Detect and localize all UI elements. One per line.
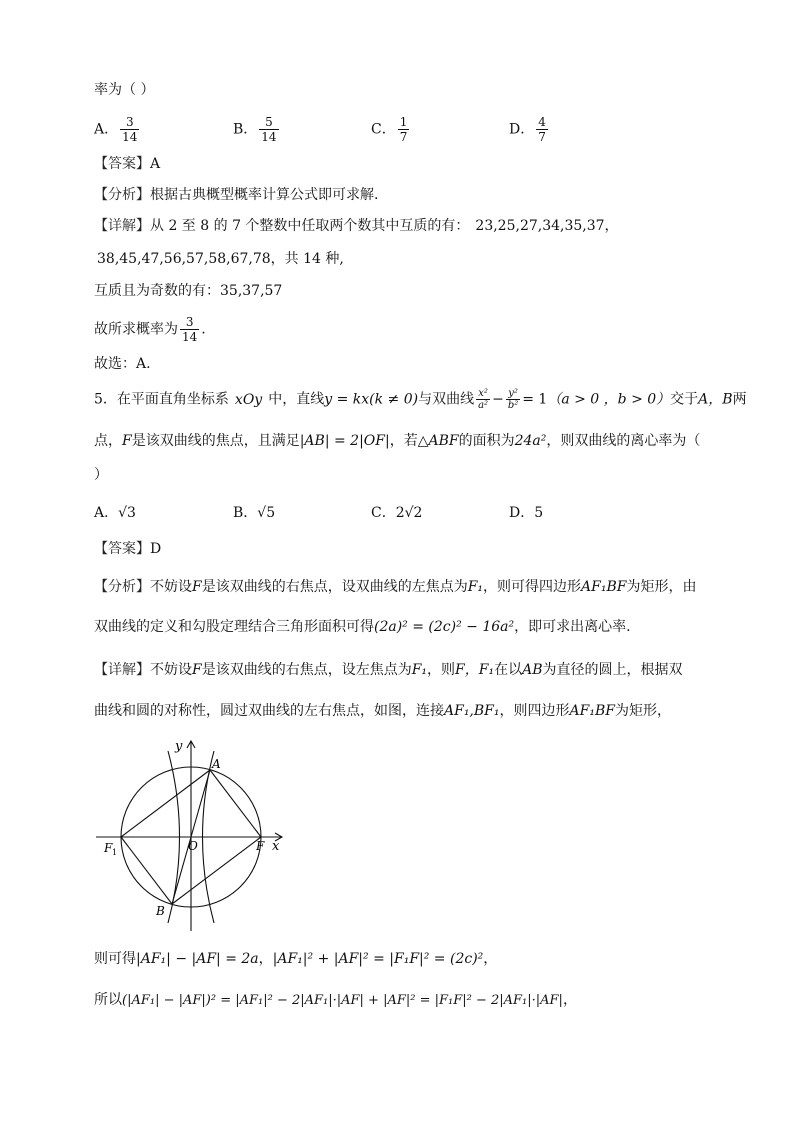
analysis-text: 不妨设 xyxy=(150,579,192,595)
segment-af1 xyxy=(121,770,210,837)
segment-ab: AB xyxy=(522,662,543,678)
prob-fraction: $\frac{3}{14}$ xyxy=(182,315,198,344)
separator: ， xyxy=(562,992,577,1008)
q5-text: 的面积为 xyxy=(458,433,515,449)
label-y: y xyxy=(175,739,183,754)
q5-line-3: ） xyxy=(94,467,108,483)
prev-option-d xyxy=(509,115,550,144)
prev-detail-line-2: 38,45,47,56,57,58,67,78，共 14 种, xyxy=(97,251,344,267)
question-number: 5． xyxy=(94,391,117,408)
prev-answer xyxy=(94,154,160,174)
q5-option-b: B．√5 xyxy=(233,505,276,521)
label-f: F xyxy=(256,839,265,853)
focus-f1: F₁ xyxy=(411,662,428,678)
line-equation: y = kx(k ≠ 0) xyxy=(324,391,419,408)
option-fraction: $\frac{1}{7}$ xyxy=(399,115,408,144)
pairs-list: 23,25,27,34,35,37， xyxy=(475,218,619,234)
q5-analysis-line-2 xyxy=(94,617,631,637)
prev-analysis xyxy=(94,185,378,205)
analysis-text: 根据古典概型概率计算公式即可求解. xyxy=(150,187,379,203)
prev-option-a xyxy=(94,115,141,144)
focus-f: F xyxy=(192,662,202,678)
prev-odd-line xyxy=(94,281,282,301)
q5-eq-line-1 xyxy=(94,949,497,969)
q5-analysis-line-1 xyxy=(94,577,697,597)
q5-answer xyxy=(94,539,161,559)
segment-bf xyxy=(172,837,261,904)
xoy: xOy xyxy=(234,391,263,408)
analysis-text: 是该双曲线的右焦点，设双曲线的左焦点为 xyxy=(201,579,468,595)
detail-text: 在以 xyxy=(494,662,523,678)
focus-f: F xyxy=(122,433,132,449)
triangle-abf: △ABF xyxy=(417,433,459,449)
q5-option-d: D．5 xyxy=(509,505,544,521)
hyp-y-frac: $\frac{\text{y²}}{\text{b²}}$ xyxy=(507,388,519,411)
q5-detail-line-1 xyxy=(94,660,683,680)
detail-text: 所以 xyxy=(94,992,122,1008)
detail-tag: 【详解】 xyxy=(94,662,150,678)
detail-text: 曲线和圆的对称性，圆过双曲线的左右焦点，如图，连接 xyxy=(94,703,444,719)
detail-tag: 【详解】 xyxy=(94,218,150,234)
prev-question-tail: 率为（ ） xyxy=(94,82,155,98)
focus-f: F xyxy=(192,579,202,595)
equation-2: |AF₁|² + |AF|² = |F₁F|² = (2c)² xyxy=(272,951,484,967)
label-o: O xyxy=(188,839,198,853)
q5-text: 在平面直角坐标系 xyxy=(116,391,229,408)
q5-option-a: A．√3 xyxy=(94,505,136,521)
detail-text: 是该双曲线的右焦点，设左焦点为 xyxy=(201,662,412,678)
option-letter: C． xyxy=(371,121,396,138)
prev-option-b xyxy=(233,115,281,144)
option-fraction: $\frac{3}{14}$ xyxy=(122,115,138,144)
q5-eq-line-2 xyxy=(94,990,577,1011)
option-letter: A． xyxy=(94,121,119,138)
q5-text: 中，直线 xyxy=(268,391,325,408)
detail-text: 不妨设 xyxy=(150,662,192,678)
odd-text: 互质且为奇数的有： xyxy=(94,283,220,299)
q5-text: 两 xyxy=(732,391,747,408)
points-ab: A，B xyxy=(698,391,733,408)
q5-text: ，若 xyxy=(389,433,418,449)
prev-prob-line: 故所求概率为 $\frac{3}{14}$ . xyxy=(94,315,206,344)
option-fraction: $\frac{4}{7}$ xyxy=(538,115,546,144)
q5-text: 交于 xyxy=(670,391,699,408)
condition: （a > 0 ，b > 0） xyxy=(547,391,671,408)
label-f1-sub: 1 xyxy=(112,848,118,857)
prev-detail-line-1 xyxy=(94,216,619,236)
label-a: A xyxy=(212,757,221,771)
q5-line-2 xyxy=(94,431,700,451)
foci: F，F₁ xyxy=(455,662,495,678)
q5-text: 点， xyxy=(94,433,122,449)
analysis-text: 双曲线的定义和勾股定理结合三角形面积可得 xyxy=(94,619,374,635)
prev-choose: 故选：A. xyxy=(94,356,151,372)
separator: ， xyxy=(483,951,498,967)
segment-f1b xyxy=(121,837,172,904)
detail-text: 为直径的圆上，根据双 xyxy=(542,662,683,678)
q5-detail-line-2 xyxy=(94,701,671,721)
analysis-text: ，即可求出离心率. xyxy=(514,619,631,635)
segment-fa xyxy=(210,770,261,837)
analysis-tag: 【分析】 xyxy=(94,579,150,595)
prob-text: 故所求概率为 xyxy=(94,321,178,338)
option-letter: D． xyxy=(509,121,535,138)
abs-equation: |AB| = 2|OF| xyxy=(299,433,390,449)
detail-text: ，则 xyxy=(427,662,456,678)
analysis-equation: (2a)² = (2c)² − 16a² xyxy=(374,619,515,635)
detail-text: 为矩形， xyxy=(614,703,671,719)
separator: ， xyxy=(258,951,273,967)
answer-value: A xyxy=(150,156,161,172)
hyperbola-circle-figure xyxy=(94,733,294,933)
detail-text: 从 2 至 8 的 7 个整数中任取两个数其中互质的有： xyxy=(150,218,470,234)
detail-text: ，则四边形 xyxy=(499,703,570,719)
focus-f1: F₁ xyxy=(467,579,484,595)
equation-1: |AF₁| − |AF| = 2a xyxy=(136,951,259,967)
label-b: B xyxy=(156,904,165,918)
quadrilateral: AF₁BF xyxy=(569,703,615,719)
label-x: x xyxy=(272,839,280,854)
q5-text: 与双曲线 xyxy=(418,391,475,408)
q5-line-1: 5．在平面直角坐标系 xOy 中，直线y = kx(k ≠ 0)与双曲线 $\frac{\text{x²}}{\text{a²}}$ − $\frac{\text{y²}}{\text{b²}}$ = 1（a > 0 ，b > 0）交于A，B两 xyxy=(94,388,747,411)
q5-option-c: C．2√2 xyxy=(371,505,423,521)
answer-tag: 【答案】 xyxy=(94,156,150,172)
answer-tag: 【答案】 xyxy=(94,541,150,557)
quadrilateral: AF₁BF xyxy=(581,579,627,595)
eq-one: = 1 xyxy=(522,391,548,408)
connected-segments: AF₁,BF₁ xyxy=(444,703,500,719)
prev-option-c xyxy=(371,115,411,144)
analysis-tag: 【分析】 xyxy=(94,187,150,203)
answer-value: D xyxy=(150,541,162,557)
analysis-text: ，则可得四边形 xyxy=(483,579,582,595)
q5-text: ，则双曲线的离心率为（ xyxy=(546,433,701,449)
equation-3: (|AF₁| − |AF|)² = |AF₁|² − 2|AF₁|·|AF| + |AF|² = |F₁F|² − 2|AF₁|·|AF| xyxy=(122,993,563,1008)
hyp-x-frac: $\frac{\text{x²}}{\text{a²}}$ xyxy=(478,388,489,411)
option-letter: B． xyxy=(233,121,258,138)
option-fraction: $\frac{5}{14}$ xyxy=(261,115,277,144)
detail-text: 则可得 xyxy=(94,951,136,967)
q5-text: 是该双曲线的焦点，且满足 xyxy=(131,433,300,449)
label-f1: F xyxy=(104,841,113,855)
analysis-text: 为矩形，由 xyxy=(626,579,697,595)
area-value: 24a² xyxy=(514,433,547,449)
odd-pairs: 35,37,57 xyxy=(220,283,283,299)
